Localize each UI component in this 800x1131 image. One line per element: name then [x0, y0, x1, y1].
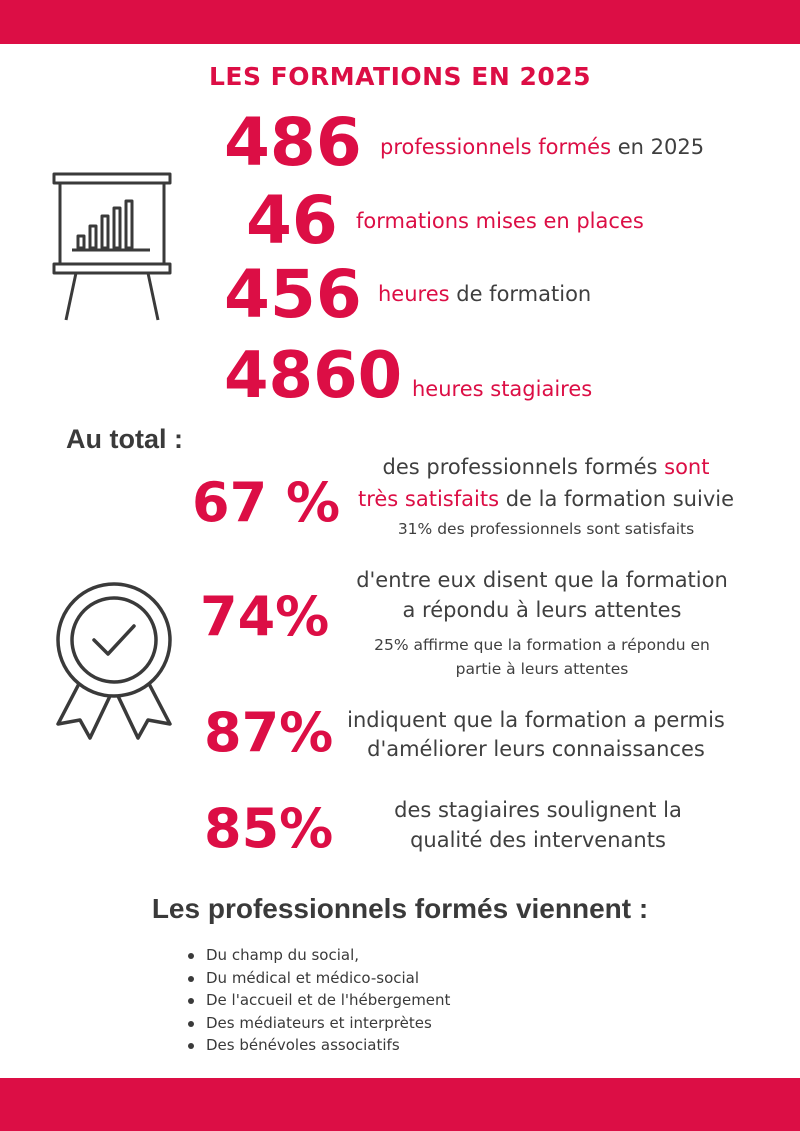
- knowledge-percent: 87%: [204, 701, 334, 764]
- stat-professionals-number: 486: [224, 104, 362, 181]
- stat-hours-label: [378, 283, 591, 306]
- origins-heading: Les professionnels formés viennent :: [151, 893, 649, 924]
- stat-professionals-highlight: professionnels formés: [380, 135, 612, 159]
- list-item: Des médiateurs et interprètes: [186, 1012, 450, 1035]
- top-banner: [0, 0, 800, 44]
- list-item: Des bénévoles associatifs: [186, 1034, 450, 1057]
- speakers-line-1: des stagiaires soulignent la: [394, 798, 682, 822]
- list-item: Du médical et médico-social: [186, 967, 450, 990]
- stat-trainee-hours-number: 4860: [224, 339, 403, 413]
- satisfaction-line-2: [326, 484, 766, 514]
- expectations-sub-1: 25% affirme que la formation a répondu en: [374, 636, 710, 654]
- list-item: De l'accueil et de l'hébergement: [186, 989, 450, 1012]
- award-badge-icon: [52, 578, 176, 740]
- total-heading: Au total :: [66, 424, 183, 454]
- stat-professionals-label: [380, 136, 704, 159]
- satisfaction-line-2-highlight: très satisfaits: [357, 487, 500, 511]
- satisfaction-line-2-text: de la formation suivie: [499, 487, 735, 511]
- stat-hours-highlight: heures: [378, 282, 450, 306]
- list-item: Du champ du social,: [186, 944, 450, 967]
- origins-list: [186, 944, 450, 1057]
- expectations-line-2: a répondu à leurs attentes: [402, 598, 682, 622]
- stat-trainings-number: 46: [246, 182, 338, 259]
- expectations-line-1: d'entre eux disent que la formation: [356, 568, 728, 592]
- satisfaction-percent: 67 %: [192, 471, 341, 534]
- satisfaction-sub: 31% des professionnels sont satisfaits: [397, 520, 695, 538]
- stat-trainee-hours-label: heures stagiaires: [412, 377, 593, 401]
- speakers-percent: 85%: [204, 797, 334, 860]
- stat-trainings-label: formations mises en places: [356, 209, 644, 233]
- satisfaction-line-1-text: des professionnels formés: [382, 455, 665, 479]
- presentation-board-icon: [52, 170, 172, 325]
- stat-professionals-rest: en 2025: [611, 135, 705, 159]
- knowledge-line-2: d'améliorer leurs connaissances: [367, 737, 705, 761]
- speakers-line-2: qualité des intervenants: [410, 828, 666, 852]
- knowledge-line-1: indiquent que la formation a permis: [347, 708, 725, 732]
- satisfaction-line-1-highlight: sont: [664, 455, 710, 479]
- bottom-banner: [0, 1078, 800, 1131]
- satisfaction-line-1: [326, 452, 766, 482]
- page-title: LES FORMATIONS EN 2025: [208, 62, 592, 91]
- stat-hours-rest: de formation: [449, 282, 592, 306]
- stat-hours-number: 456: [224, 256, 362, 333]
- expectations-percent: 74%: [200, 585, 330, 648]
- expectations-sub-2: partie à leurs attentes: [455, 660, 629, 678]
